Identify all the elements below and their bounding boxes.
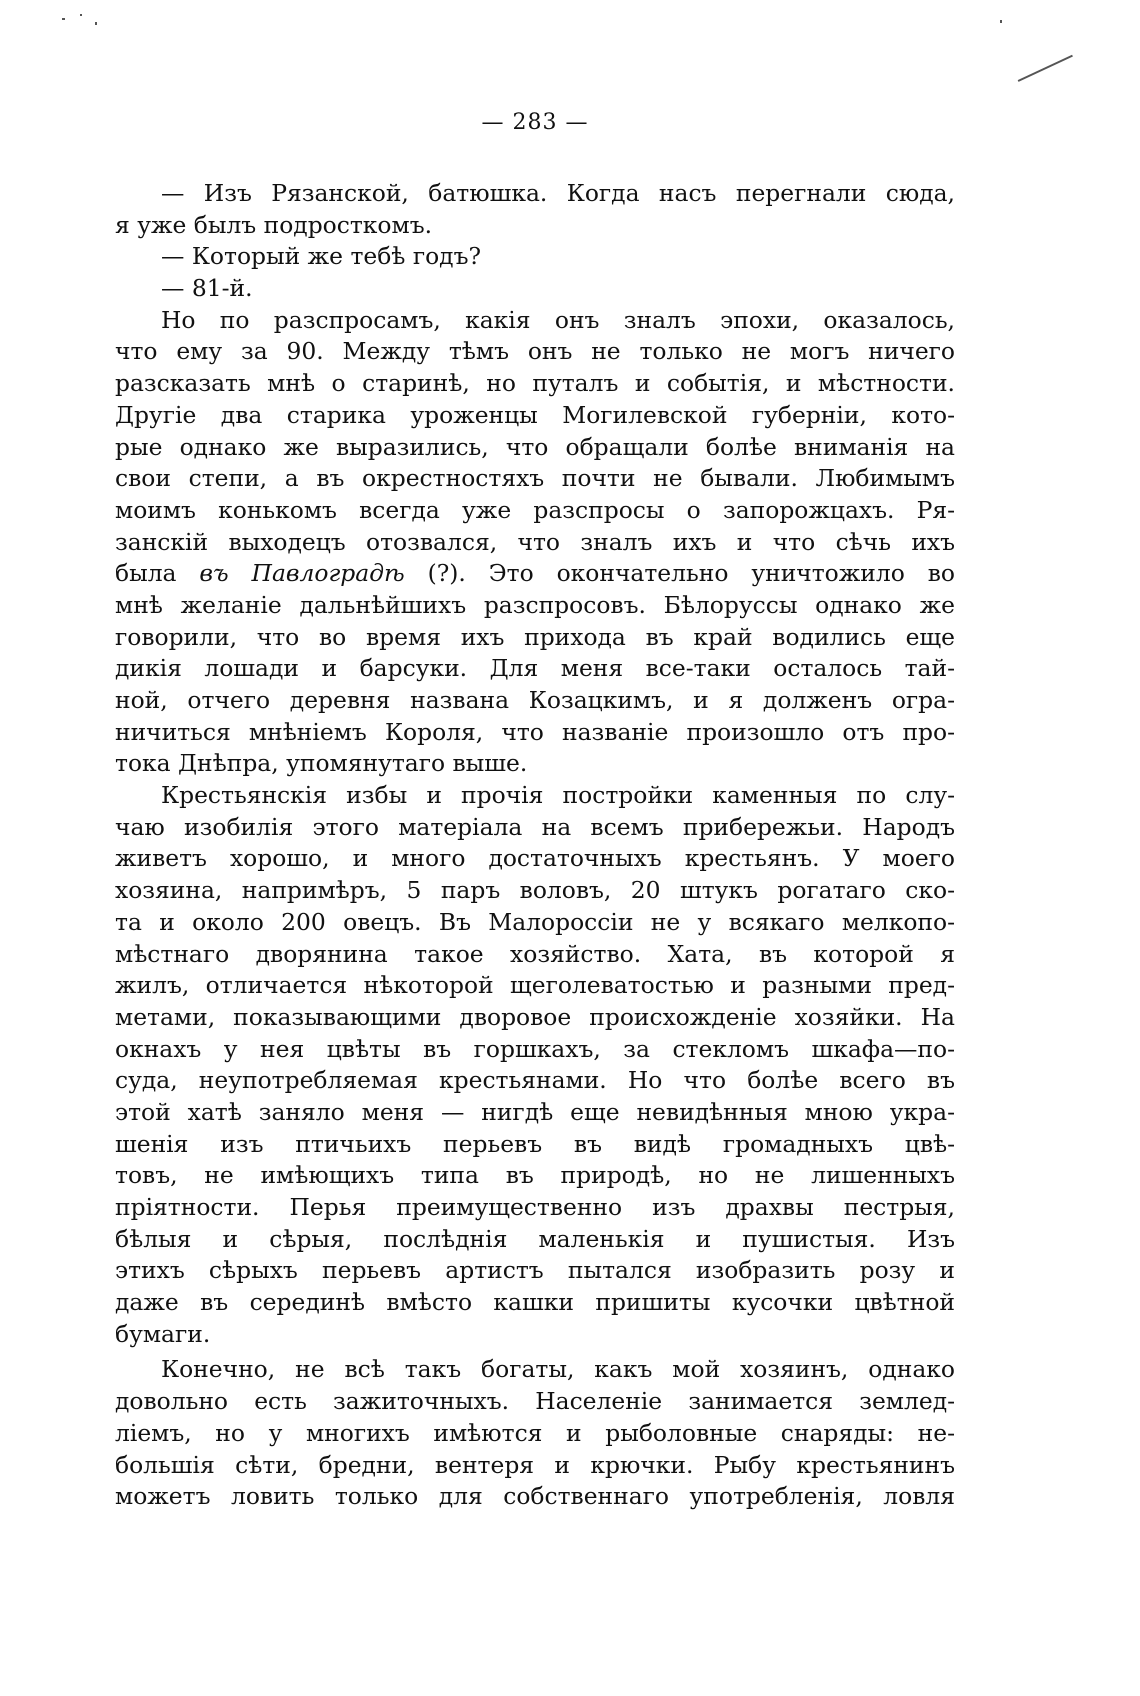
paragraph-line: этой хатѣ заняло меня — нигдѣ еще невидѣнныя мною укра- (115, 1097, 955, 1126)
scan-mark (1018, 55, 1073, 82)
paragraph-line: жилъ, отличается нѣкоторой щеголеватостью и разными пред- (115, 971, 955, 1000)
paragraph-line: метами, показывающими дворовое происхожденіе хозяйки. На (115, 1002, 955, 1031)
paragraph-line: этихъ сѣрыхъ перьевъ артистъ пытался изобразить розу и (115, 1256, 955, 1285)
paragraph-line: говорили, что во время ихъ прихода въ край водились еще (115, 622, 955, 651)
paragraph-line: бѣлыя и сѣрыя, послѣднія маленькія и пушистыя. Изъ (115, 1224, 955, 1253)
scan-speck (62, 18, 65, 20)
dialogue-line: — Изъ Рязанской, батюшка. Когда насъ перегнали сюда, (161, 179, 955, 207)
paragraph-line: хозяина, напримѣръ, 5 паръ воловъ, 20 штукъ рогатаго ско- (115, 876, 955, 905)
paragraph-line: бумаги. (115, 1319, 211, 1348)
italic-place-name: въ Павлоградѣ (199, 559, 405, 588)
paragraph-line: пріятности. Перья преимущественно изъ драхвы пестрыя, (115, 1193, 955, 1221)
paragraph-line (115, 558, 955, 590)
paragraph-line: свои степи, а въ окрестностяхъ почти не бывали. Любимымъ (115, 464, 955, 493)
paragraph-line: суда, неупотребляемая крестьянами. Но что болѣе всего въ (115, 1066, 955, 1095)
page-number: — 283 — (481, 110, 589, 135)
paragraph-line: разсказать мнѣ о старинѣ, но путалъ и событія, и мѣстности. (115, 369, 955, 398)
paragraph-line: ничиться мнѣніемъ Короля, что названіе произошло отъ про- (115, 717, 955, 746)
dialogue-line: — 81-й. (161, 274, 253, 303)
paragraph-line: рые однако же выразились, что обращали болѣе вниманія на (115, 432, 955, 461)
paragraph-line: можетъ ловить только для собственнаго употребленія, ловля (115, 1482, 955, 1511)
paragraph-line: дикія лошади и барсуки. Для меня все-таки осталось тай- (115, 654, 955, 683)
paragraph-line: та и около 200 овецъ. Въ Малороссіи не у всякаго мелкопо- (115, 907, 955, 936)
paragraph-line: окнахъ у нея цвѣты въ горшкахъ, за стекломъ шкафа—по- (115, 1034, 955, 1063)
paragraph-line: ной, отчего деревня названа Козацкимъ, и я долженъ огра- (115, 686, 955, 714)
paragraph-line: занскій выходецъ отозвался, что зналъ ихъ и что сѣчь ихъ (115, 527, 955, 556)
paragraph-line: большія сѣти, бредни, вентеря и крючки. Рыбу крестьянинъ (115, 1450, 955, 1479)
paragraph-line: ліемъ, но у многихъ имѣются и рыболовные снаряды: не- (115, 1418, 955, 1447)
text-run: была (115, 559, 200, 588)
paragraph-line: Другіе два старика уроженцы Могилевской губерніи, кото- (115, 400, 955, 429)
paragraph-line: мѣстнаго дворянина такое хозяйство. Хата, въ которой я (115, 939, 955, 968)
paragraph-line: даже въ серединѣ вмѣсто кашки пришиты кусочки цвѣтной (115, 1288, 955, 1317)
scan-speck (1000, 20, 1002, 23)
paragraph-line: мнѣ желаніе дальнѣйшихъ разспросовъ. Бѣлоруссы однако же (115, 590, 955, 619)
scan-speck (95, 22, 97, 25)
scan-speck (80, 14, 82, 16)
dialogue-line: — Который же тебѣ годъ? (161, 242, 482, 271)
paragraph-line: Крестьянскія избы и прочія постройки каменныя по слу- (161, 781, 955, 810)
paragraph-line: товъ, не имѣющихъ типа въ природѣ, но не лишенныхъ (115, 1161, 955, 1190)
paragraph-line: моимъ конькомъ всегда уже разспросы о запорожцахъ. Ря- (115, 495, 955, 524)
paragraph-line: живетъ хорошо, и много достаточныхъ крестьянъ. У моего (115, 844, 955, 873)
text-run: (?). Это окончательно уничтожило во (404, 559, 955, 588)
dialogue-line: я уже былъ подросткомъ. (115, 210, 433, 239)
paragraph-line: Но по разспросамъ, какія онъ зналъ эпохи, оказалось, (161, 305, 955, 334)
paragraph-line: шенія изъ птичьихъ перьевъ въ видѣ громадныхъ цвѣ- (115, 1129, 955, 1158)
paragraph-line: что ему за 90. Между тѣмъ онъ не только не могъ ничего (115, 337, 955, 366)
paragraph-line: довольно есть зажиточныхъ. Населеніе занимается землед- (115, 1387, 955, 1416)
paragraph-line: Конечно, не всѣ такъ богаты, какъ мой хозяинъ, однако (161, 1355, 955, 1384)
body-text (115, 178, 955, 1513)
paragraph-line: тока Днѣпра, упомянутаго выше. (115, 749, 528, 778)
paragraph-line: чаю изобилія этого матеріала на всемъ прибережьи. Народъ (115, 812, 955, 841)
